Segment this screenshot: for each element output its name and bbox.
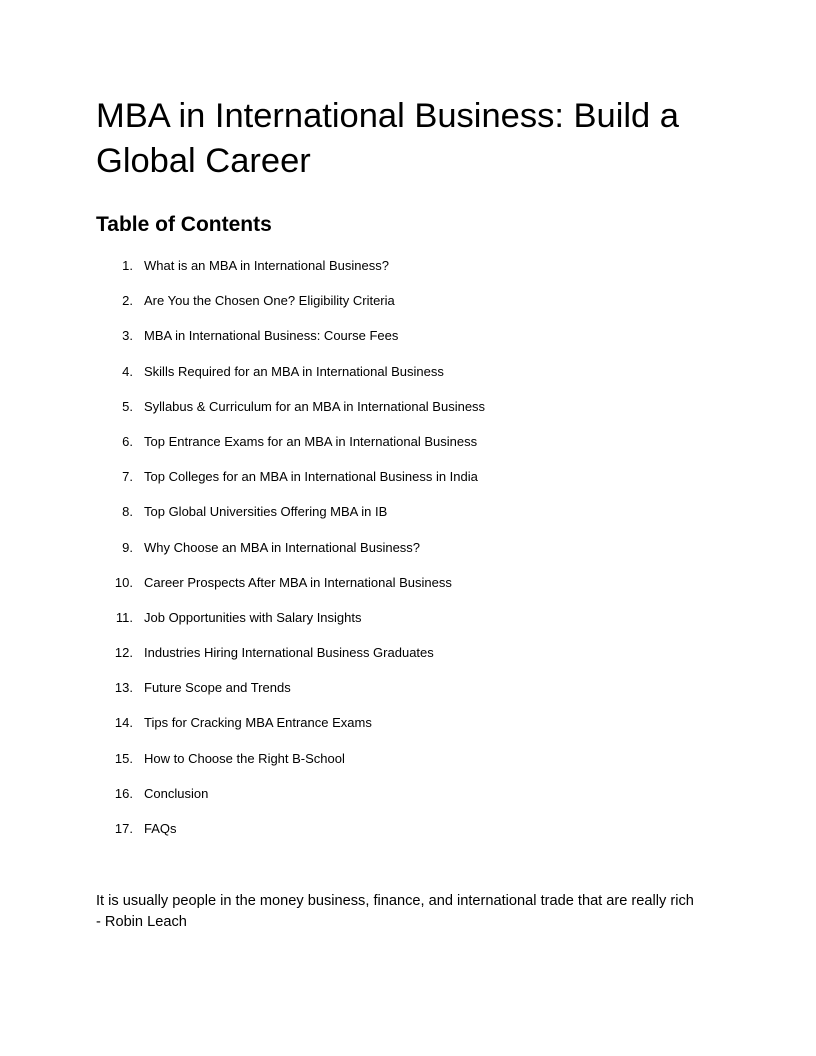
- toc-item-number: 6.: [122, 433, 133, 449]
- toc-item-label: FAQs: [144, 821, 177, 836]
- toc-item-number: 7.: [122, 469, 133, 485]
- toc-item-label: Why Choose an MBA in International Business?: [144, 539, 421, 555]
- toc-item-number: 12.: [114, 645, 133, 661]
- toc-item-label: MBA in International Business: Course Fees: [144, 328, 399, 344]
- toc-item-label: Industries Hiring International Business Graduates: [144, 645, 434, 661]
- toc-item-label: What is an MBA in International Business?: [144, 258, 389, 273]
- toc-item-label: Career Prospects After MBA in International Business: [144, 574, 452, 590]
- toc-item-number: 2.: [122, 293, 133, 309]
- toc-item-label: Tips for Cracking MBA Entrance Exams: [144, 715, 372, 731]
- toc-item-number: 14.: [114, 715, 133, 731]
- toc-item-label: Top Global Universities Offering MBA in IB: [144, 504, 388, 520]
- toc-item-label: Top Entrance Exams for an MBA in International Business: [144, 433, 478, 449]
- toc-item-number: 5.: [122, 398, 133, 414]
- toc-item-number: 1.: [122, 258, 133, 273]
- toc-item-label: Skills Required for an MBA in International Business: [144, 363, 444, 379]
- toc-item-number: 13.: [114, 680, 133, 696]
- toc-item-number: 15.: [114, 750, 133, 766]
- quote-paragraph: [96, 891, 726, 933]
- toc-item-label: Future Scope and Trends: [144, 680, 291, 696]
- toc-item-number: 17.: [114, 821, 133, 836]
- toc-item-number: 3.: [122, 328, 133, 344]
- toc-heading: Table of Contents: [96, 213, 272, 236]
- toc-item-label: Are You the Chosen One? Eligibility Criteria: [144, 293, 395, 309]
- toc-item-number: 8.: [122, 504, 133, 520]
- toc-item-label: How to Choose the Right B-School: [144, 750, 345, 766]
- toc-item-number: 11.: [115, 609, 133, 625]
- quote-text: It is usually people in the money business, finance, and international trade that are really rich: [96, 893, 694, 909]
- toc-item-number: 16.: [114, 785, 133, 801]
- toc-item-label: Top Colleges for an MBA in International Business in India: [144, 469, 478, 485]
- toc-item-number: 9.: [122, 539, 133, 555]
- toc-item-label: Conclusion: [144, 785, 209, 801]
- toc-item-label: Syllabus & Curriculum for an MBA in International Business: [144, 398, 486, 414]
- document-title: MBA in International Business: Build a Global Career: [96, 97, 679, 180]
- quote-author: - Robin Leach: [96, 914, 187, 930]
- toc-item-number: 10.: [114, 574, 133, 590]
- toc-item-number: 4.: [122, 363, 133, 379]
- toc-item-label: Job Opportunities with Salary Insights: [144, 609, 362, 625]
